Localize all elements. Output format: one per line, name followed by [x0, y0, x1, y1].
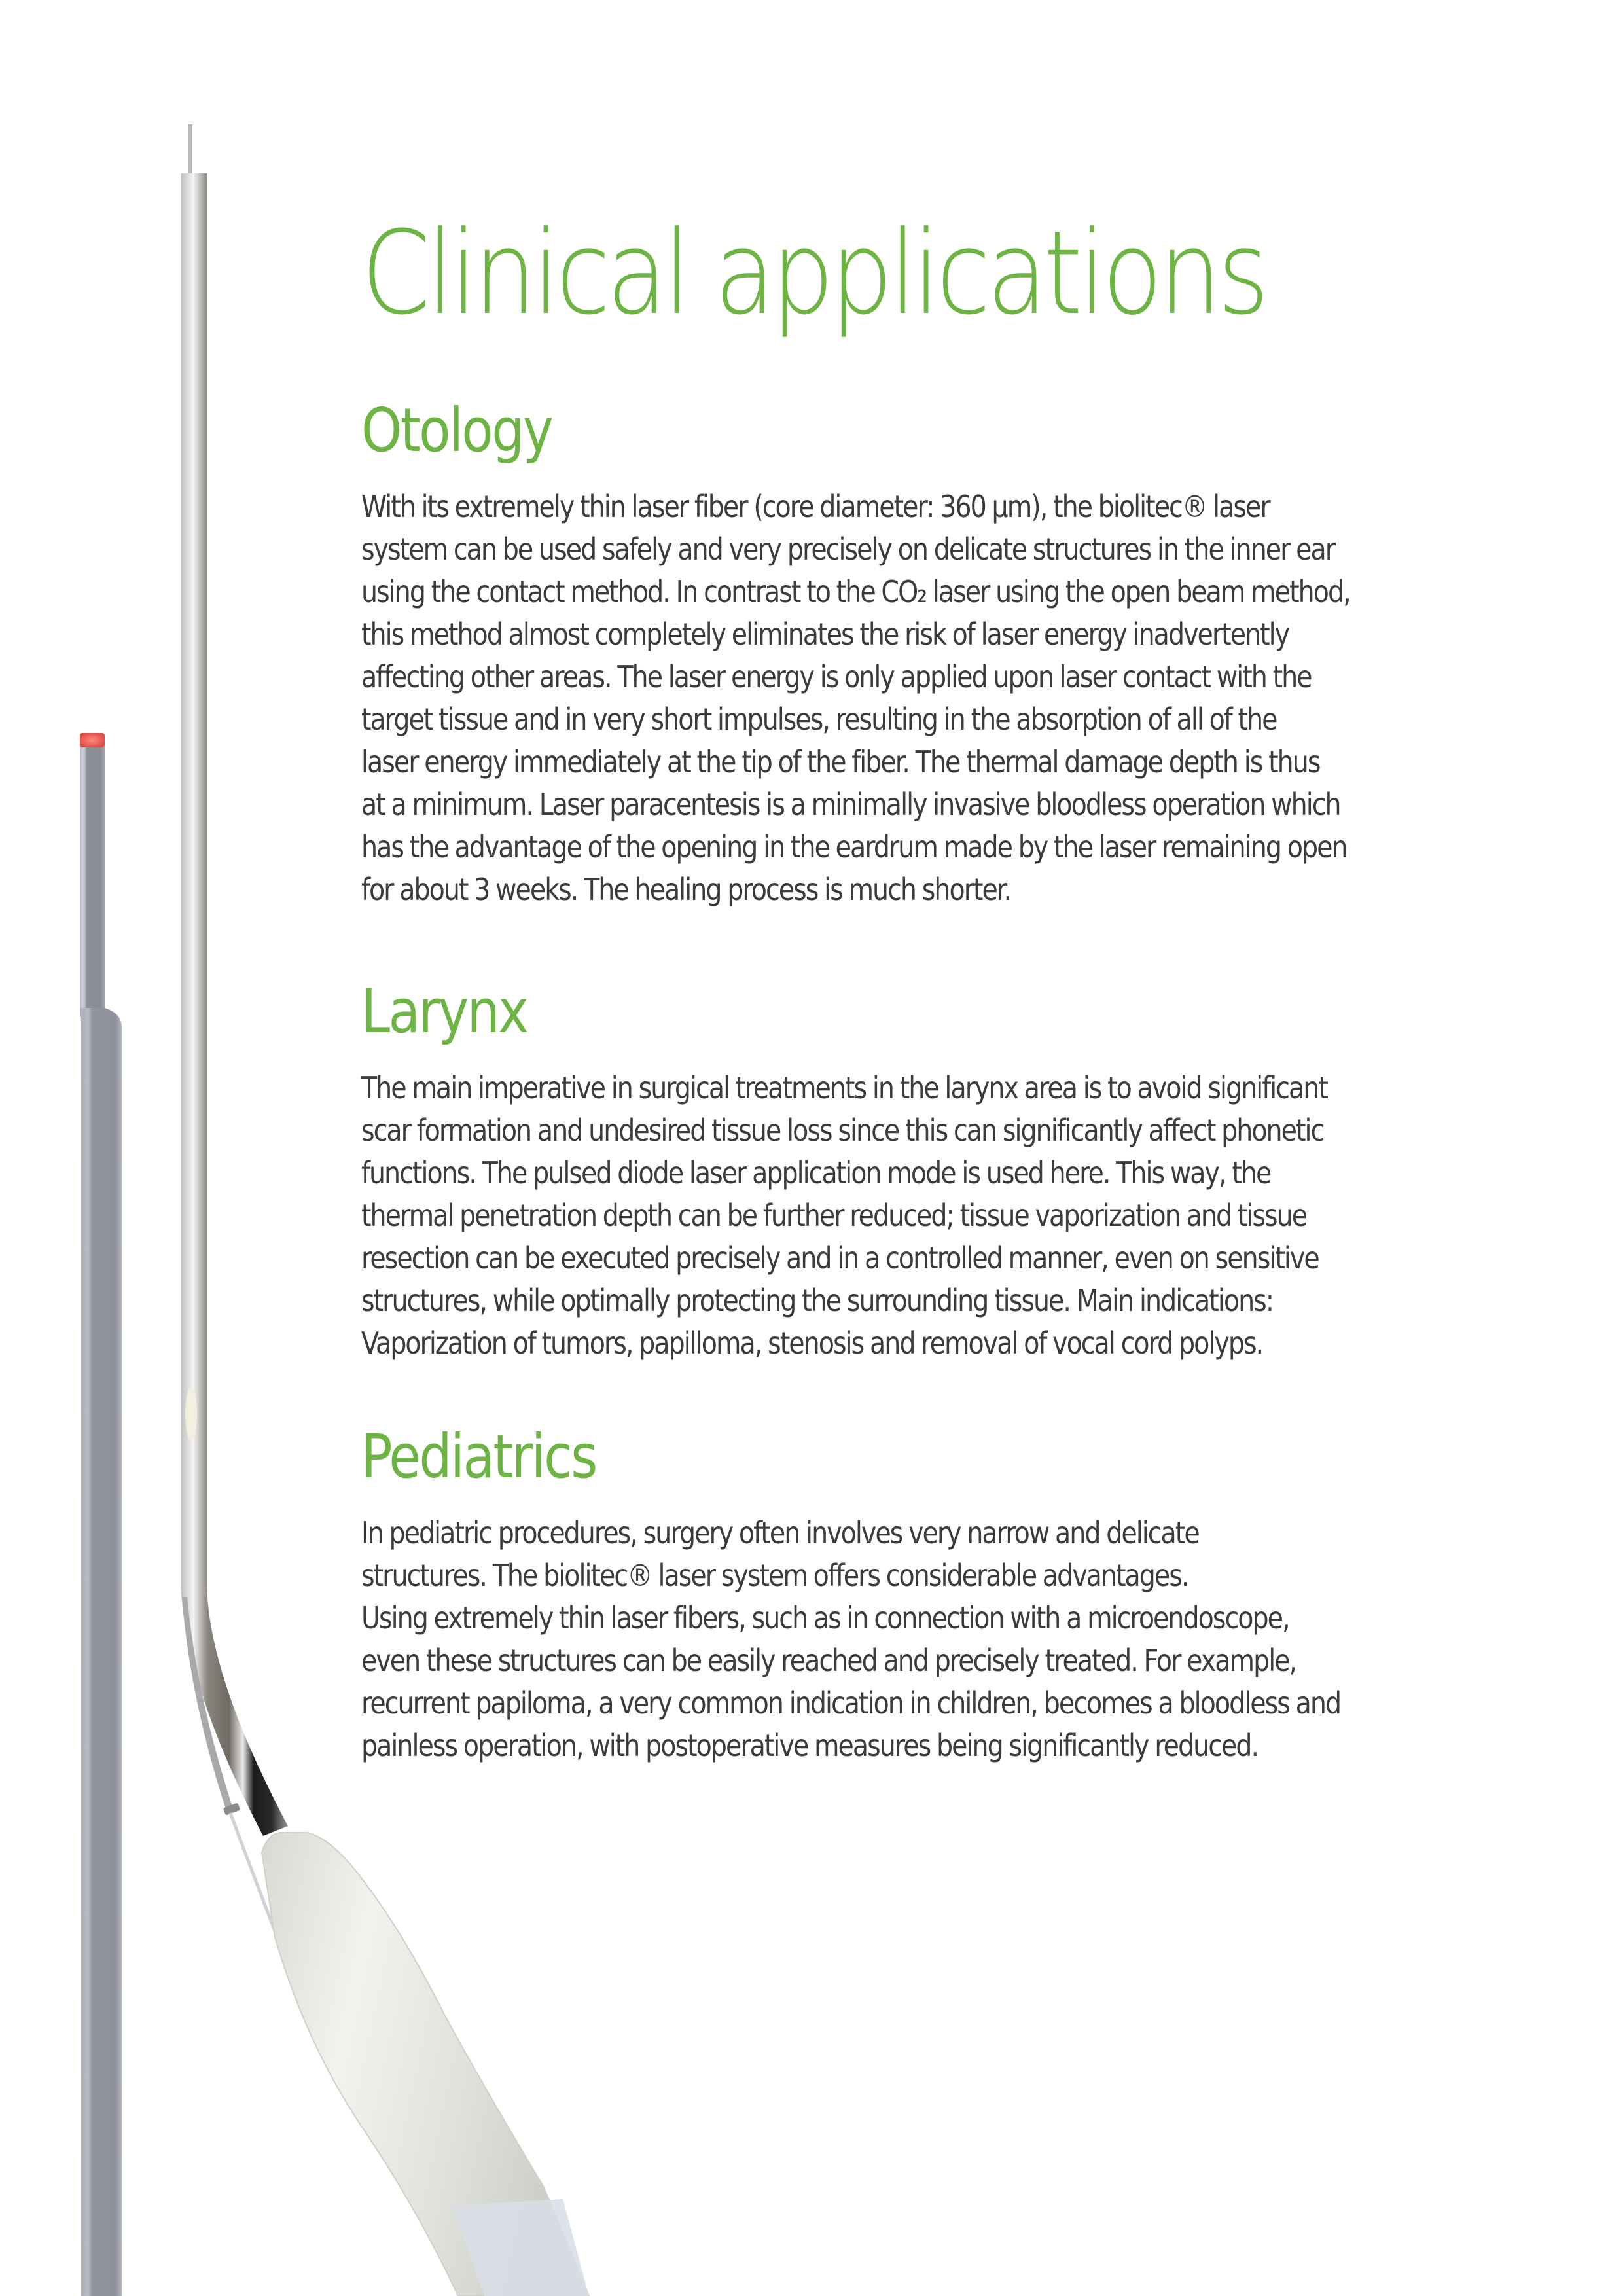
text-line: has the advantage of the opening in the eardrum made by the laser remaining open — [361, 829, 1347, 865]
text-line: The main imperative in surgical treatments in the larynx area is to avoid significant — [361, 1070, 1327, 1105]
text-line: structures, while optimally protecting the surrounding tissue. Main indications: — [361, 1283, 1274, 1318]
text-line: laser energy immediately at the tip of the fiber. The thermal damage depth is thus — [361, 744, 1320, 780]
text-line: using the contact method. In contrast to the CO₂ laser using the open beam method, — [361, 574, 1350, 609]
text-line: system can be used safely and very precisely on delicate structures in the inner ear — [361, 531, 1335, 567]
section-body — [361, 1512, 1493, 1767]
fiber-tip-icon — [188, 124, 192, 177]
text-line: this method almost completely eliminates the risk of laser energy inadvertently — [361, 617, 1289, 652]
text-line: recurrent papiloma, a very common indication in children, becomes a bloodless and — [361, 1685, 1341, 1721]
text-line: Vaporization of tumors, papilloma, stenosis and removal of vocal cord polyps. — [361, 1325, 1263, 1361]
page-content — [361, 206, 1493, 1763]
section-heading: Pediatrics — [361, 1422, 596, 1492]
text-line: Using extremely thin laser fibers, such as in connection with a microendoscope, — [361, 1600, 1289, 1636]
text-line: scar formation and undesired tissue loss since this can significantly affect phonetic — [361, 1113, 1324, 1148]
text-line: resection can be executed precisely and in a controlled manner, even on sensitive — [361, 1240, 1319, 1276]
section-body — [361, 1067, 1493, 1365]
text-line: target tissue and in very short impulses, resulting in the absorption of all of the — [361, 702, 1277, 737]
text-line: functions. The pulsed diode laser application mode is used here. This way, the — [361, 1155, 1271, 1191]
text-line: affecting other areas. The laser energy is only applied upon laser contact with the — [361, 659, 1312, 694]
text-line: structures. The biolitec® laser system offers considerable advantages. — [361, 1558, 1188, 1593]
handpiece-grip-icon — [262, 1833, 589, 2296]
text-line: thermal penetration depth can be further reduced; tissue vaporization and tissue — [361, 1198, 1307, 1233]
text-line: With its extremely thin laser fiber (core diameter: 360 µm), the biolitec® laser — [361, 489, 1270, 524]
text-line: for about 3 weeks. The healing process is much shorter. — [361, 872, 1011, 907]
text-line: In pediatric procedures, surgery often involves very narrow and delicate — [361, 1515, 1199, 1551]
text-line: at a minimum. Laser paracentesis is a minimally invasive bloodless operation which — [361, 787, 1340, 822]
steel-shaft-icon — [181, 173, 308, 2016]
section-heading: Otology — [361, 395, 552, 465]
text-line: even these structures can be easily reached and precisely treated. For example, — [361, 1643, 1296, 1678]
fiber-rod-icon — [80, 733, 122, 2296]
section-pediatrics — [361, 1422, 1493, 1767]
section-larynx — [361, 977, 1493, 1365]
section-otology — [361, 395, 1493, 911]
shaft-highlight — [185, 1388, 197, 1440]
text-line: painless operation, with postoperative measures being significantly reduced. — [361, 1728, 1259, 1763]
red-tip-icon — [80, 733, 105, 747]
section-body — [361, 486, 1493, 911]
section-heading: Larynx — [361, 977, 527, 1047]
page-title: Clinical applications — [361, 206, 1266, 340]
